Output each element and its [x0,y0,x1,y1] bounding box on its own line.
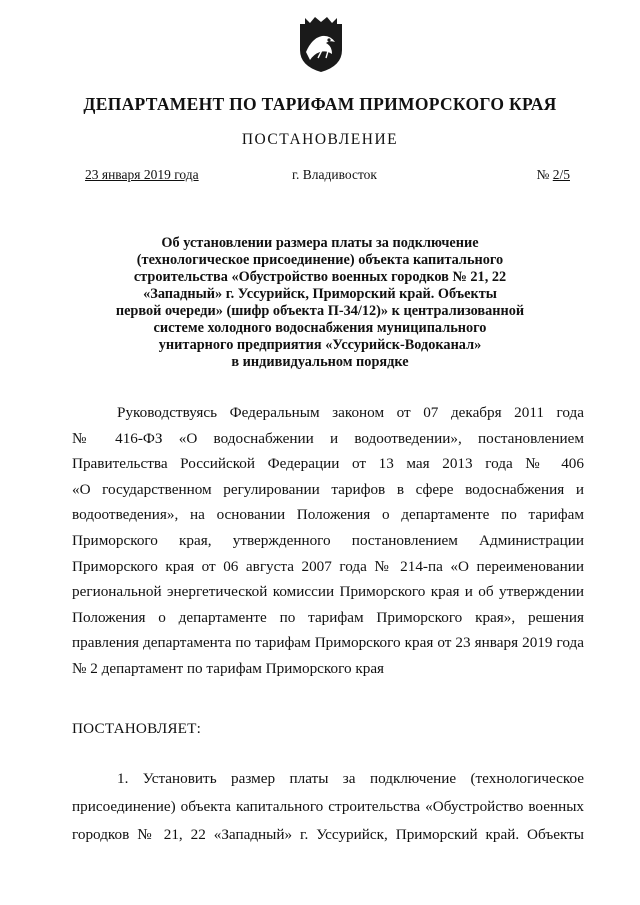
preamble-line: Положения о департаменте по тарифам Приморского края», решения [72,608,584,626]
subject-line: первой очереди» (шифр объекта П-34/12)» к централизованной [115,303,525,319]
preamble-line: № 2 департамент по тарифам Приморского края [72,659,385,677]
resolve-heading: ПОСТАНОВЛЯЕТ: [72,720,202,737]
preamble-line: правления департамента по тарифам Приморского края от 23 января 2019 года [72,634,584,652]
document-date: 23 января 2019 года [85,167,199,182]
preamble-line: Руководствуясь Федеральным законом от 07 декабря 2011 года [117,404,584,421]
department-title: ДЕПАРТАМЕНТ ПО ТАРИФАМ ПРИМОРСКОГО КРАЯ [83,94,557,114]
preamble-line: водоотведения», на основании Положения о департаменте по тарифам [72,506,584,524]
subject-line: строительства «Обустройство военных городков № 21, 22 [133,269,507,285]
clause-line: городков № 21, 22 «Западный» г. Уссурийск, Приморский край. Объекты [72,826,584,843]
clause-line: присоединение) объекта капитального строительства «Обустройство военных [72,798,584,815]
primorye-coat-of-arms-icon [296,14,346,74]
document-number-prefix: № [536,167,553,182]
preamble-line: Приморского края от 06 августа 2007 года № 214-па «О переименовании [72,557,584,575]
document-type: ПОСТАНОВЛЕНИЕ [241,131,399,148]
subject-line: системе холодного водоснабжения муниципального [153,320,487,336]
subject-line: (технологическое присоединение) объекта капитального [136,252,504,268]
document-number-value: 2/5 [552,167,570,182]
clause-1 [72,765,584,849]
preamble-line: региональной энергетической комиссии Приморского края и об утверждении [72,583,584,601]
preamble-line: № 416-ФЗ «О водоснабжении и водоотведении», постановлением [72,429,584,447]
clause-line: 1. Установить размер платы за подключение (технологическое [117,770,584,787]
document-number [536,167,570,183]
subject-line: «Западный» г. Уссурийск, Приморский край. Объекты [143,286,497,302]
preamble-line: Приморского края, утвержденного постановлением Администрации [72,531,584,549]
document-subject [80,235,560,371]
subject-line: Об установлении размера платы за подключение [161,235,479,251]
subject-line: унитарного предприятия «Уссурийск-Водоканал» [158,337,482,353]
preamble-paragraph [72,400,584,682]
document-city: г. Владивосток [292,167,377,182]
preamble-line: Правительства Российской Федерации от 13 мая 2013 года № 406 [72,455,584,473]
preamble-line: «О государственном регулировании тарифов в сфере водоснабжения и [72,480,584,498]
subject-line: в индивидуальном порядке [231,354,409,370]
